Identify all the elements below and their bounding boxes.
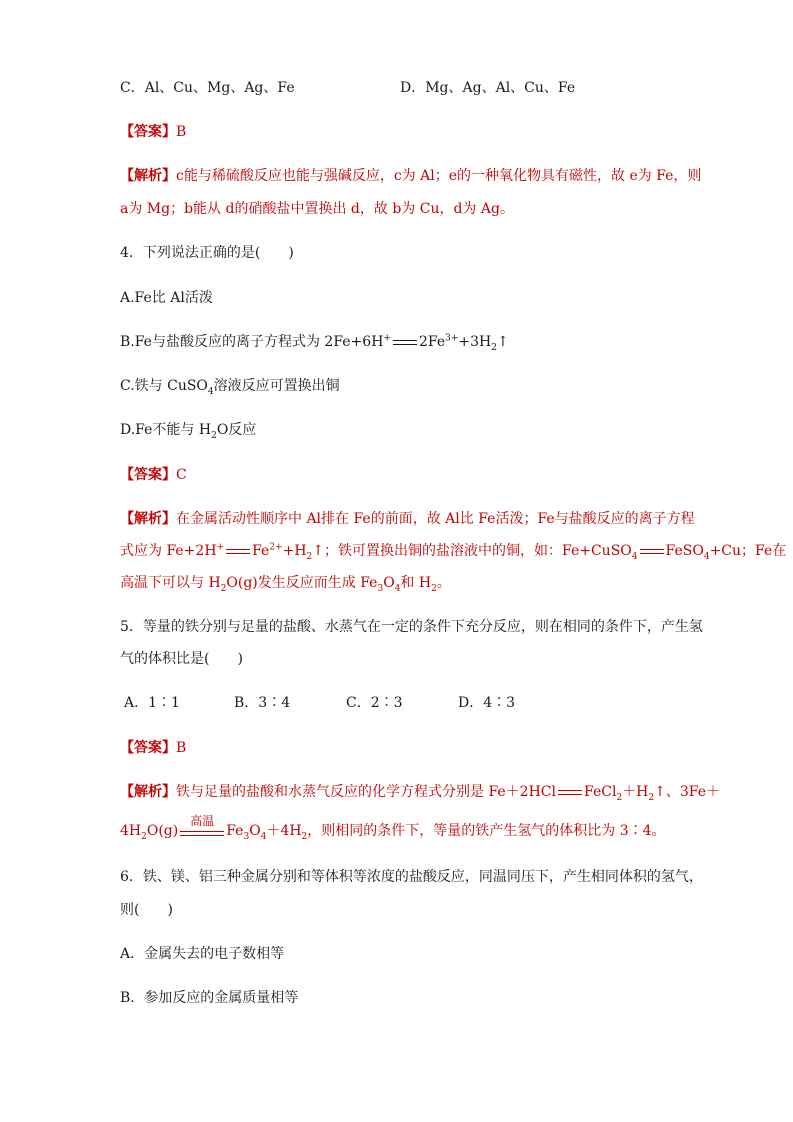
- superscript: 3+: [445, 333, 459, 344]
- q4-analysis-line-3: [120, 574, 451, 592]
- equals-sign: [640, 549, 664, 554]
- answer-value: C: [176, 467, 187, 483]
- answer-value: B: [176, 124, 187, 140]
- text: 。: [436, 575, 451, 591]
- subscript: 2: [301, 831, 308, 842]
- text: O反应: [216, 422, 257, 438]
- text: 式应为 Fe+2H: [120, 543, 217, 559]
- text: 2Fe: [418, 334, 446, 350]
- text: +3H: [458, 334, 492, 350]
- equals-sign: [226, 549, 250, 554]
- text: Fe: [226, 823, 244, 839]
- subscript: 2: [306, 551, 313, 562]
- subscript: 2: [648, 792, 655, 803]
- text: +H: [282, 543, 307, 559]
- answer-value: B: [176, 740, 187, 756]
- analysis-text: 在金属活动性顺序中 Al排在 Fe的前面，故 Al比 Fe活泼；Fe与盐酸反应的离子方程: [176, 511, 695, 527]
- text: ↑、3Fe＋: [654, 784, 720, 800]
- q3-analysis-line-1: [120, 167, 701, 185]
- text: ，则相同的条件下，等量的铁产生氢气的体积比为 3∶4。: [307, 823, 666, 839]
- q4-analysis-line-2: [120, 542, 786, 560]
- subscript: 2: [211, 430, 217, 441]
- q6-option-b: B．参加反应的金属质量相等: [120, 990, 299, 1006]
- text: Fe: [252, 543, 270, 559]
- subscript: 4: [394, 583, 401, 594]
- text: 溶液反应可置换出铜: [213, 378, 340, 394]
- equals-sign: [393, 340, 417, 345]
- q4-option-b: [120, 333, 509, 351]
- q4-answer: [120, 466, 187, 484]
- text: +Cu；Fe在: [709, 543, 787, 559]
- answer-tag: 【答案】: [120, 124, 176, 140]
- q5-option-a: A．1∶1: [124, 695, 180, 711]
- equals-sign: [180, 831, 224, 836]
- subscript: 2: [431, 583, 437, 594]
- subscript: 2: [616, 792, 623, 803]
- q3-option-c: C．Al、Cu、Mg、Ag、Fe: [120, 80, 295, 96]
- text: O(g)发生反应而生成 Fe: [226, 575, 378, 591]
- superscript: +: [383, 333, 391, 344]
- analysis-tag: 【解析】: [120, 511, 176, 527]
- superscript: 2+: [269, 542, 283, 553]
- subscript: 2: [220, 583, 227, 594]
- q5-option-b: B．3∶4: [234, 695, 291, 711]
- q4-option-c: [120, 377, 340, 395]
- equals-sign: [558, 790, 582, 795]
- answer-tag: 【答案】: [120, 467, 176, 483]
- subscript: 3: [243, 831, 250, 842]
- q3-option-d: D．Mg、Ag、Al、Cu、Fe: [400, 80, 576, 96]
- q5-answer: [120, 739, 186, 757]
- text: FeCl: [584, 784, 617, 800]
- text: O: [383, 575, 395, 591]
- q3-answer: [120, 123, 186, 141]
- q4-analysis-line-1: [120, 510, 695, 528]
- text: 铁与足量的盐酸和水蒸气反应的化学方程式分别是 Fe＋2HCl: [176, 784, 556, 800]
- text: 高温下可以与 H: [120, 575, 221, 591]
- text: B.Fe与盐酸反应的离子方程式为 2Fe+6H: [120, 334, 384, 350]
- q3-analysis-line-2: a为 Mg；b能从 d的硝酸盐中置换出 d，故 b为 Cu，d为 Ag。: [120, 201, 514, 217]
- superscript: +: [216, 542, 225, 553]
- q5-analysis-line-1: [120, 783, 720, 801]
- text: ↑；铁可置换出铜的盐溶液中的铜，如：Fe+CuSO: [312, 543, 632, 559]
- reaction-condition: [180, 814, 224, 840]
- subscript: 4: [207, 386, 214, 397]
- q5-analysis-line-2: [120, 814, 666, 842]
- q5-option-c: C．2∶3: [346, 695, 403, 711]
- answer-tag: 【答案】: [120, 740, 176, 756]
- analysis-tag: 【解析】: [120, 168, 176, 184]
- q6-option-a: A．金属失去的电子数相等: [120, 946, 285, 962]
- subscript: 3: [377, 583, 384, 594]
- text: ↑: [496, 334, 509, 350]
- analysis-tag: 【解析】: [120, 784, 176, 800]
- q6-stem-line-1: 6．铁、镁、铝三种金属分别和等体积等浓度的盐酸反应，同温同压下，产生相同体积的氢气，: [120, 869, 703, 885]
- text: ＋H: [622, 784, 649, 800]
- q5-stem-line-1: 5．等量的铁分别与足量的盐酸、水蒸气在一定的条件下充分反应，则在相同的条件下，产生氢: [120, 619, 703, 635]
- q6-stem-line-2: 则( ): [120, 902, 173, 918]
- q4-stem: 4．下列说法正确的是( ): [120, 245, 294, 261]
- text: FeSO: [665, 543, 704, 559]
- analysis-text: c能与稀硫酸反应也能与强碱反应，c为 Al；e的一种氧化物具有磁性，故 e为 Fe，则: [176, 168, 702, 184]
- q5-option-d: D．4∶3: [458, 695, 516, 711]
- text: O(g): [146, 823, 179, 839]
- text: ＋4H: [266, 823, 302, 839]
- text: 4H: [120, 823, 142, 839]
- subscript: 4: [631, 551, 638, 562]
- subscript: 4: [260, 831, 267, 842]
- q4-option-d: [120, 421, 256, 439]
- condition-label: 高温: [190, 814, 215, 828]
- text: C.铁与 CuSO: [120, 378, 208, 394]
- text: D.Fe不能与 H: [120, 422, 212, 438]
- text: O: [249, 823, 261, 839]
- subscript: 4: [703, 551, 710, 562]
- text: 和 H: [400, 575, 432, 591]
- q5-stem-line-2: 气的体积比是( ): [120, 651, 243, 667]
- subscript: 2: [141, 831, 147, 842]
- subscript: 2: [491, 342, 497, 353]
- q4-option-a: A.Fe比 Al活泼: [120, 290, 213, 306]
